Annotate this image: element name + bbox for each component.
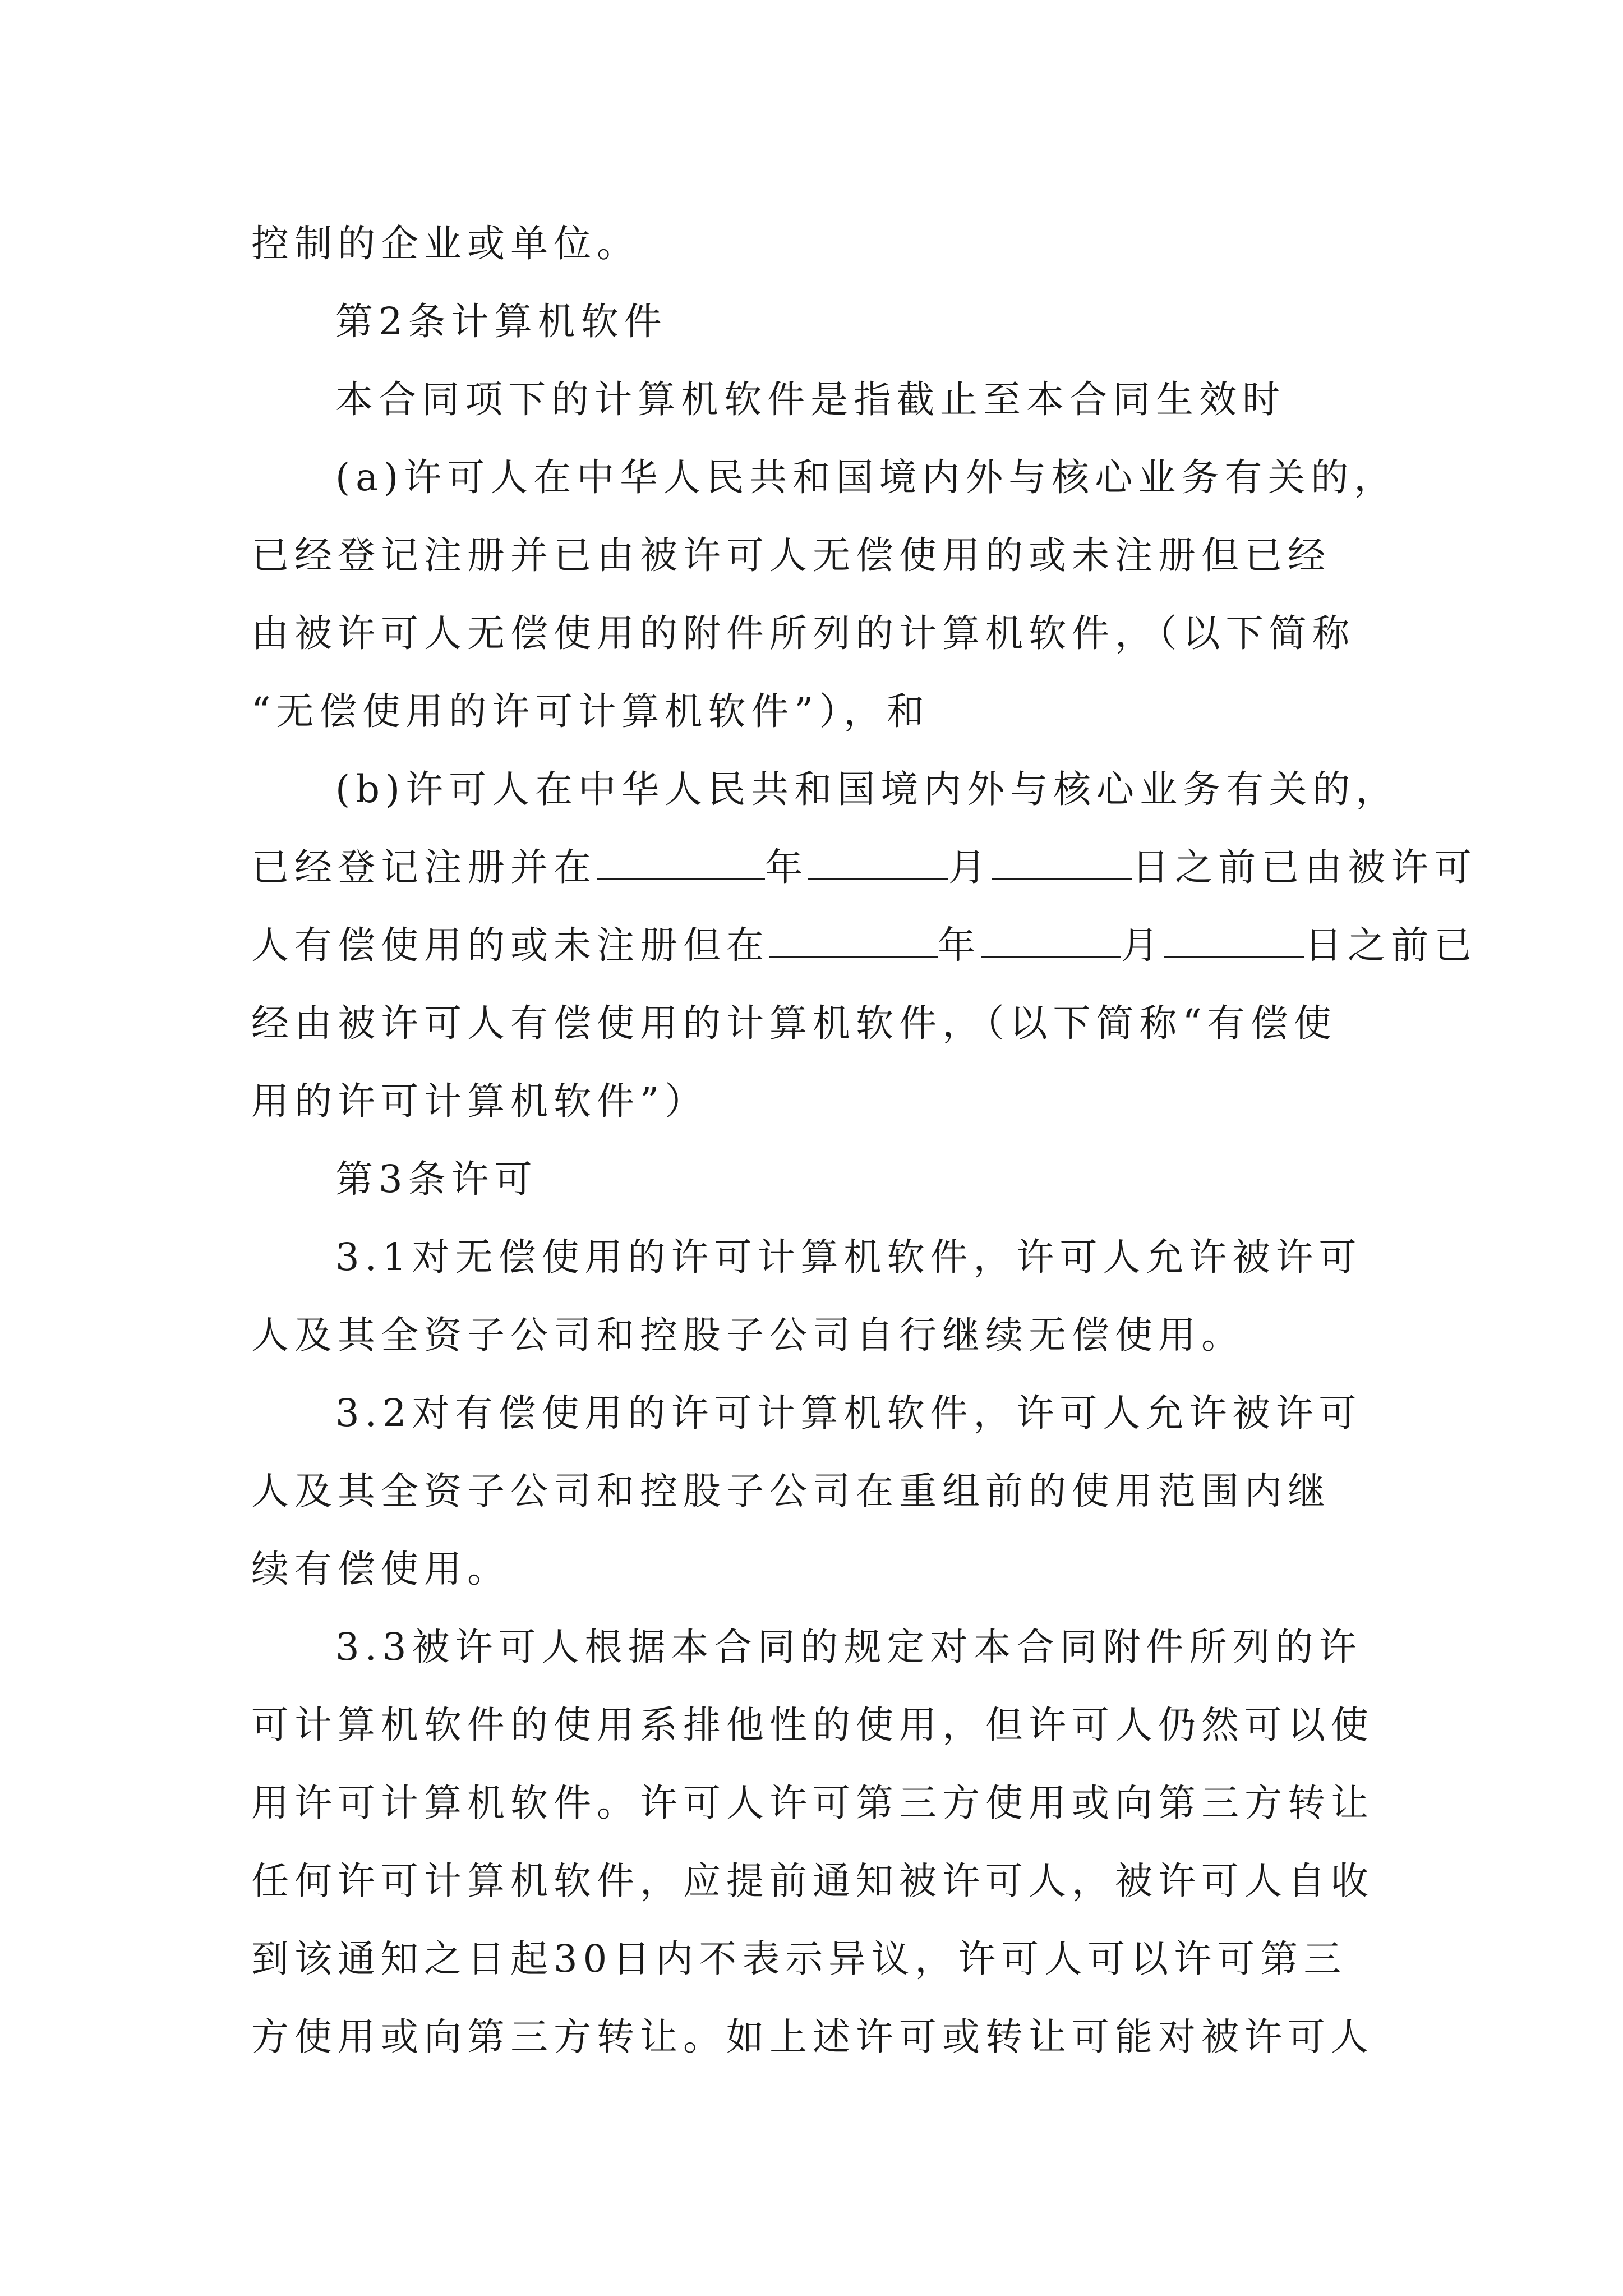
section-heading: 第2条计算机软件 [335, 300, 667, 343]
contract-text [251, 205, 1477, 2076]
section-heading: 第3条许可 [335, 1157, 538, 1201]
clause-a-line: (a)许可人在中华人民共和国境内外与核心业务有关的， [335, 455, 1398, 499]
day-blank [1164, 923, 1304, 958]
text-line: 本合同项下的计算机软件是指截止至本合同生效时 [335, 378, 1285, 421]
text-segment: 年 [765, 845, 808, 889]
text-line: 人及其全资子公司和控股子公司在重组前的使用范围内继 [251, 1469, 1331, 1513]
text-line: 续有偿使用。 [251, 1547, 510, 1591]
clause-line: 3.2对有偿使用的许可计算机软件，许可人允许被许可 [335, 1391, 1362, 1435]
clause-line: 3.1对无偿使用的许可计算机软件，许可人允许被许可 [335, 1235, 1362, 1279]
text-line: 任何许可计算机软件，应提前通知被许可人，被许可人自收 [251, 1859, 1374, 1903]
text-line: 方使用或向第三方转让。如上述许可或转让可能对被许可人 [251, 2015, 1374, 2059]
clause-line: 3.3被许可人根据本合同的规定对本合同附件所列的许 [335, 1625, 1362, 1669]
clause-b-line: (b)许可人在中华人民共和国境内外与核心业务有关的， [335, 767, 1399, 811]
text-line: 已经登记注册并已由被许可人无偿使用的或未注册但已经 [251, 533, 1331, 577]
text-segment: 月 [948, 845, 992, 889]
day-blank [992, 845, 1132, 880]
text-line: 由被许可人无偿使用的附件所列的计算机软件，（以下简称 [251, 611, 1355, 655]
text-segment: 年 [938, 923, 981, 967]
text-line: 用许可计算机软件。许可人许可第三方使用或向第三方转让 [251, 1781, 1374, 1825]
text-line: 经由被许可人有偿使用的计算机软件，（以下简称“有偿使 [251, 1001, 1337, 1045]
text-line: 控制的企业或单位。 [251, 222, 640, 265]
text-segment: 人有偿使用的或未注册但在 [251, 923, 769, 967]
text-segment: 月 [1121, 923, 1164, 967]
date-blank-line [251, 829, 1477, 907]
month-blank [808, 845, 948, 880]
text-line: “无偿使用的许可计算机软件”），和 [251, 689, 930, 733]
text-line: 到该通知之日起30日内不表示异议，许可人可以许可第三 [251, 1937, 1347, 1981]
text-line: 可计算机软件的使用系排他性的使用，但许可人仍然可以使 [251, 1703, 1374, 1747]
year-blank [597, 845, 765, 880]
date-blank-line [251, 907, 1477, 984]
text-line: 用的许可计算机软件”） [251, 1079, 708, 1123]
year-blank [769, 923, 938, 958]
month-blank [981, 923, 1121, 958]
text-line: 人及其全资子公司和控股子公司自行继续无偿使用。 [251, 1313, 1244, 1357]
text-segment: 日之前已由被许可 [1132, 845, 1477, 889]
text-segment: 日之前已 [1304, 923, 1477, 967]
text-segment: 已经登记注册并在 [251, 845, 597, 889]
